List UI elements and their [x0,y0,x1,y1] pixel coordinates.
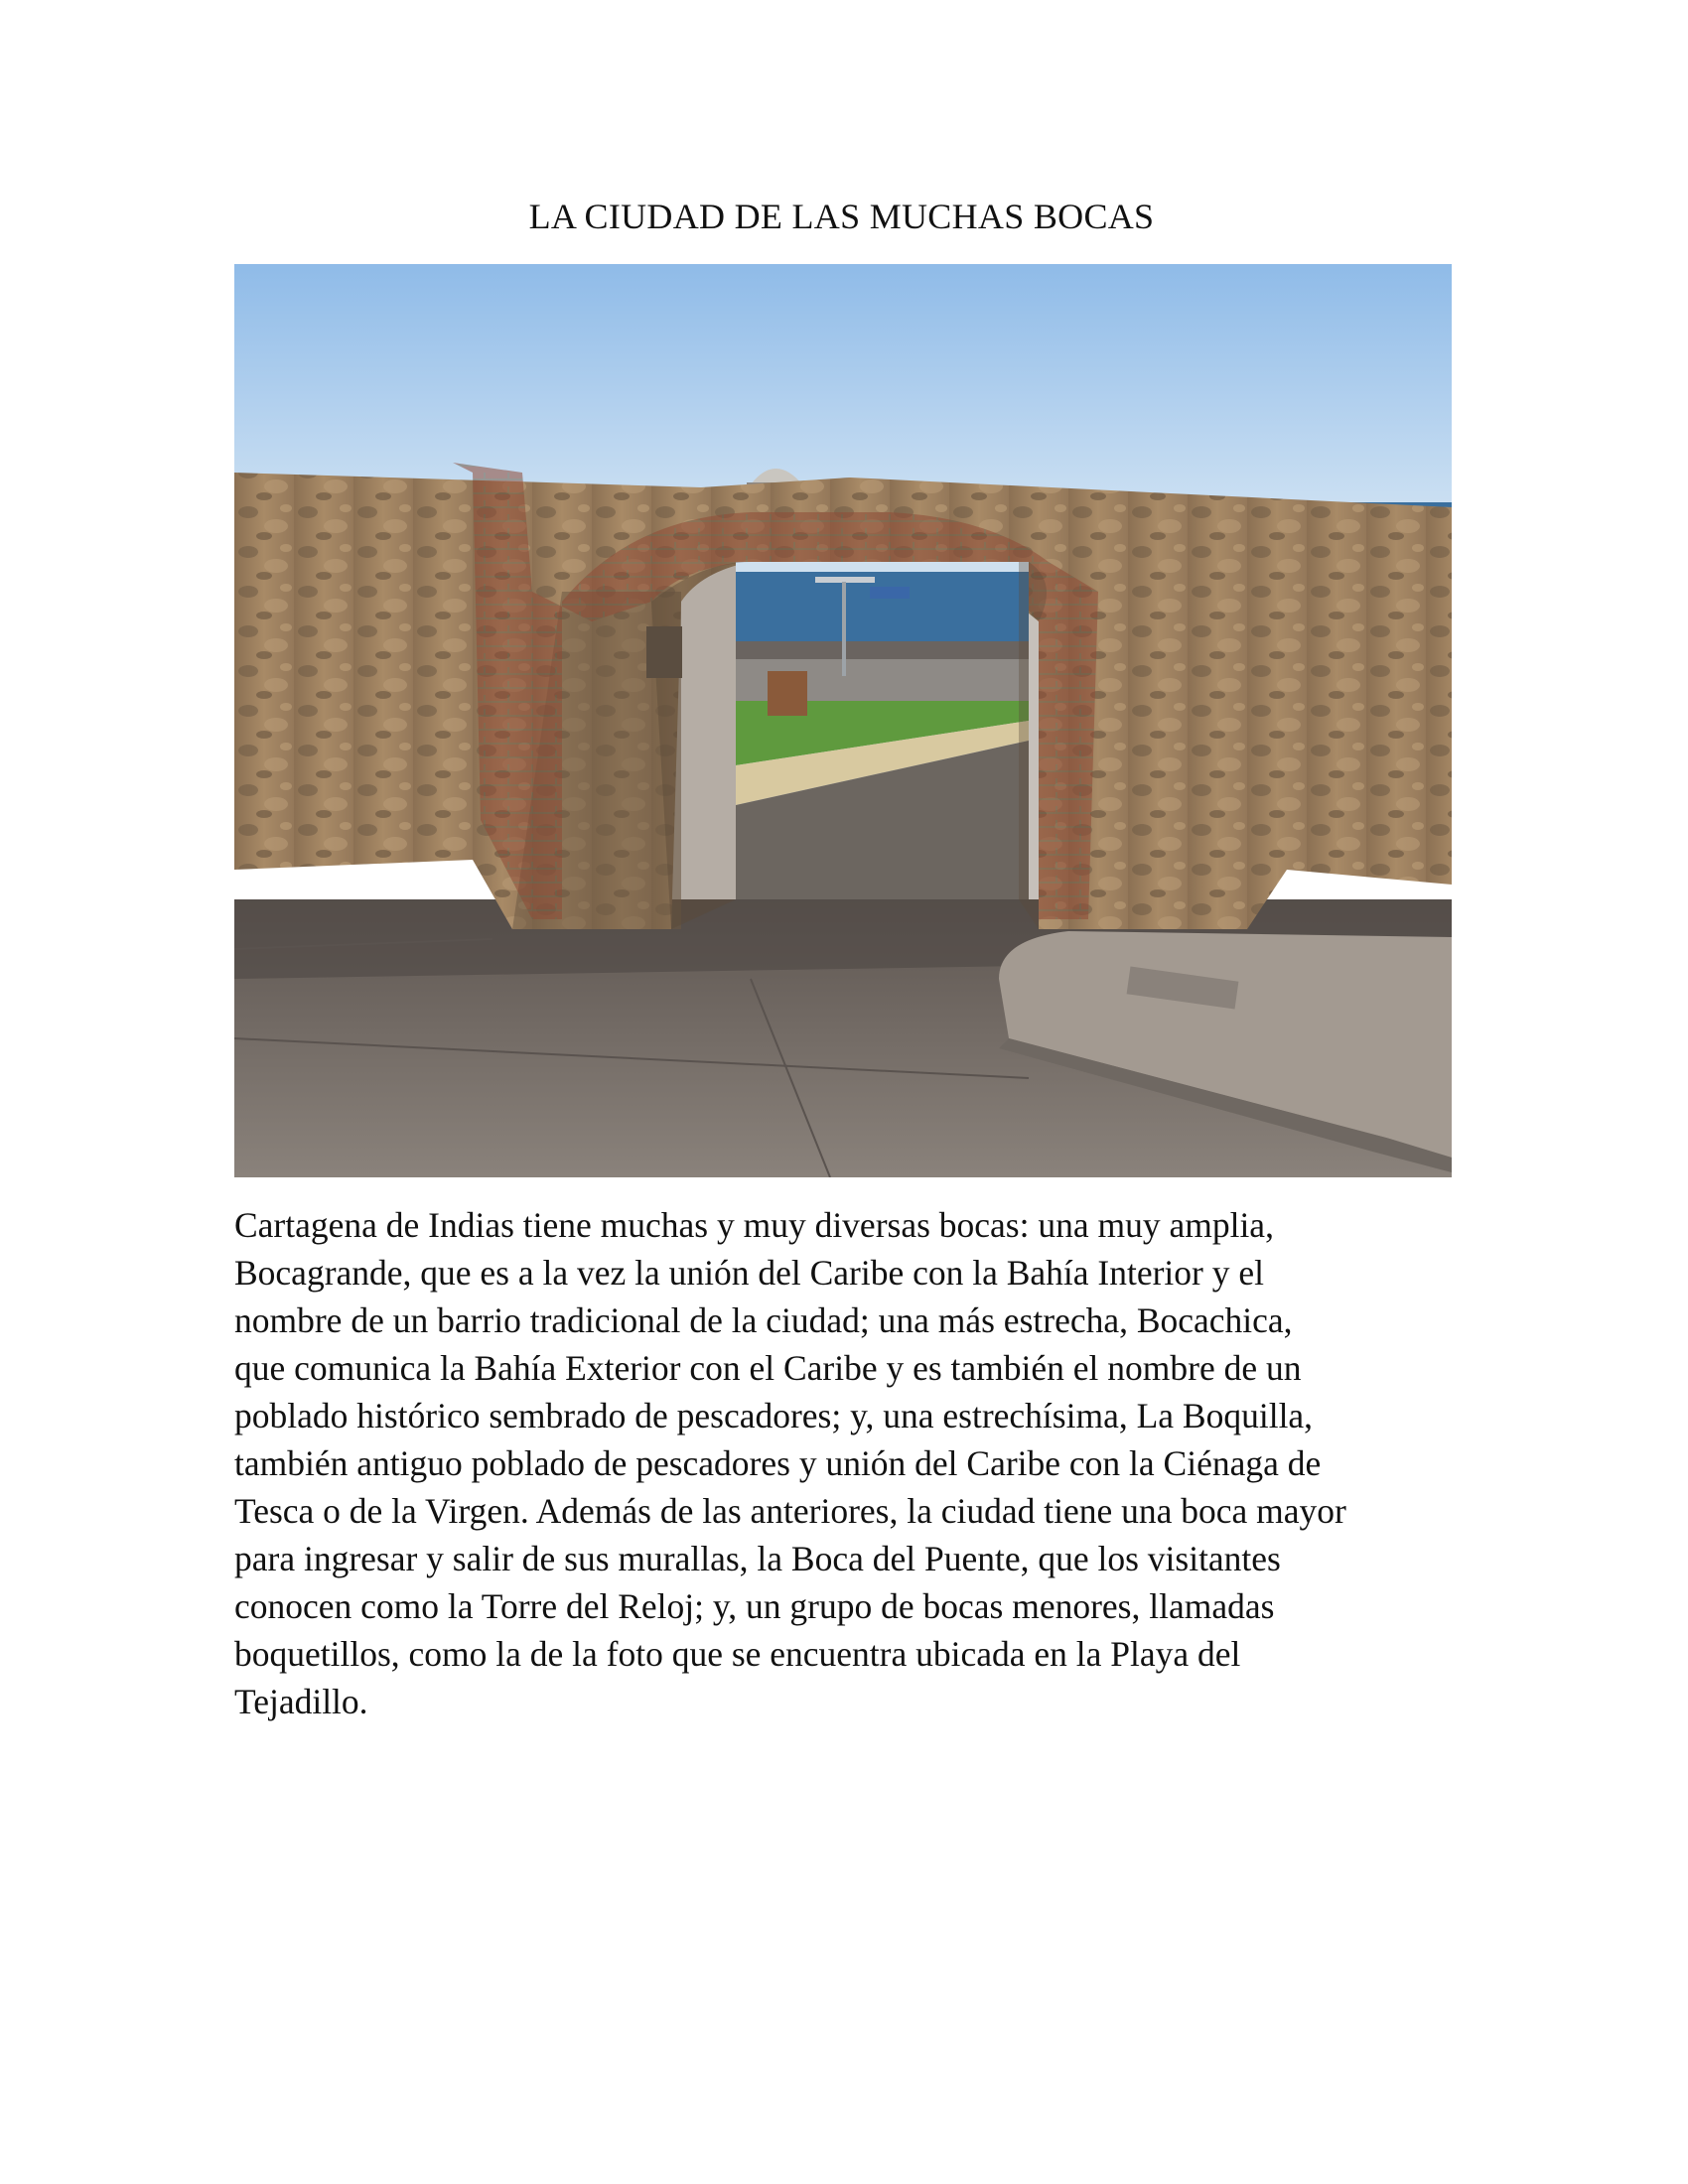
body-paragraph [234,1201,1454,1725]
page-title: LA CIUDAD DE LAS MUCHAS BOCAS [528,197,1155,236]
paragraph-line: Bocagrande, que es a la vez la unión del Caribe con la Bahía Interior y el [234,1253,1264,1293]
paragraph-line: Tesca o de la Virgen. Además de las anteriores, la ciudad tiene una boca mayor [234,1491,1346,1531]
paragraph-line: conocen como la Torre del Reloj; y, un grupo de bocas menores, llamadas [234,1586,1275,1626]
paragraph-line: Cartagena de Indias tiene muchas y muy diversas bocas: una muy amplia, [234,1205,1274,1245]
paragraph-line: que comunica la Bahía Exterior con el Caribe y es también el nombre de un [234,1348,1302,1388]
paragraph-line: nombre de un barrio tradicional de la ciudad; una más estrecha, Bocachica, [234,1300,1293,1340]
arch-opening [736,562,1029,899]
paragraph-line: Tejadillo. [234,1682,368,1721]
paragraph-line: para ingresar y salir de sus murallas, la Boca del Puente, que los visitantes [234,1539,1281,1578]
wall-plaque [646,626,682,678]
paragraph-line: boquetillos, como la de la foto que se encuentra ubicada en la Playa del [234,1634,1241,1674]
paragraph-line: también antiguo poblado de pescadores y unión del Caribe con la Ciénaga de [234,1443,1322,1483]
boquetillo-photo [234,264,1452,1177]
paragraph-line: poblado histórico sembrado de pescadores; y, una estrechísima, La Boquilla, [234,1396,1314,1435]
